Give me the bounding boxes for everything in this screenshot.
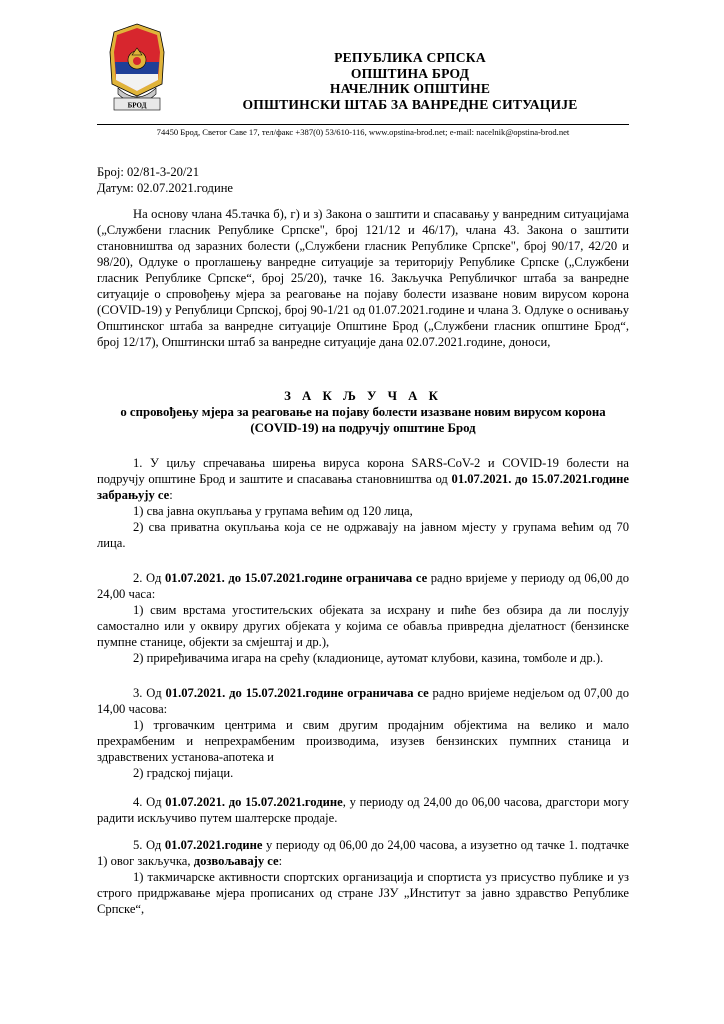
point-4-end: , у периоду од 24,00 до 06,00 часова, драгстори могу радити искључиво путем шалтерске продаје. <box>97 795 629 825</box>
point-1-end: : <box>169 488 173 502</box>
header-municipality: ОПШТИНА БРОД <box>350 65 470 81</box>
reference-number: Број: 02/81-3-20/21 <box>97 165 200 179</box>
title-sub-1: о спровођењу мјера за реаговање на појаву болести изазване новим вирусом корона <box>120 405 606 419</box>
title-sub-2: (COVID-19) на подручју општине Брод <box>250 421 476 435</box>
point-2-end: радно вријеме у периоду од 06,00 до 24,00 часа: <box>97 571 629 601</box>
point-1 <box>97 455 629 551</box>
point-2 <box>97 570 629 666</box>
point-2-item-2: 2) приређивачима игара на срећу (кладионице, аутомат клубови, казина, томболе и др.). <box>133 651 604 665</box>
point-5 <box>97 837 629 917</box>
point-3-item-2: 2) градској пијаци. <box>133 766 234 780</box>
header-republic: РЕПУБЛИКА СРПСКА <box>334 50 486 65</box>
municipality-crest-icon <box>104 22 170 122</box>
point-4-bold: 01.07.2021. до 15.07.2021.године <box>165 795 343 809</box>
point-3-bold: 01.07.2021. до 15.07.2021.године ограничава се <box>165 686 429 700</box>
reference-date: Датум: 02.07.2021.године <box>97 181 234 195</box>
preamble: На основу члана 45.тачка б), г) и з) Закона о заштити и спасавању у ванредним ситуацијама („Службени гласник Републике Српске", број 121/12 и 46/17), члана 43. Закона о заштити становништва од заразних болести („Службени гласник Републике Српске", број 90/17, 42/20 и 98/20), Одлуке о проглашењу ванредне ситуације за територију Републике Српске („Службени гласник Републике Српске“, број 25/20), тачке 16. Закључка Републичког штаба за ванредне ситуације о спровођењу мјера за реаговање на појаву болести изазване новим вирусом корона (COVID-19) у Републици Српској, број 90-1/21 од 01.07.2021.године и члана 3. Одлуке о оснивању Општинског штаба за ванредне ситуације Општине Брод („Службени гласник општине Брод“, број 12/17), Општински штаб за ванредне ситуације дана 02.07.2021.године, доноси, <box>97 207 629 349</box>
header-divider <box>97 124 629 125</box>
point-5-item-1: 1) такмичарске активности спортских организација и спортиста уз присуство публике и уз строго придржавање мјера прописаних од стране ЈЗУ „Институт за јавно здравство Републике Српске“, <box>97 870 629 916</box>
point-3 <box>97 685 629 781</box>
point-5-text: 5. Од <box>133 838 165 852</box>
point-1-bold: 01.07.2021. до 15.07.2021.године забрањују се <box>97 472 629 502</box>
point-5-bold-date: 01.07.2021.године <box>164 838 263 852</box>
point-1-text: 1. У циљу спречавања ширења вируса корона SARS-CoV-2 и COVID-19 болести на подручју општине Брод и заштите и спасавања становништва од <box>97 456 629 486</box>
contact-line: 74450 Брод, Светог Саве 17, тел/факс +387(0) 53/610-116, www.opstina-brod.net; e-mail: nacelnik@opstina-brod.net <box>156 127 570 137</box>
point-2-text: 2. Од <box>133 571 165 585</box>
point-3-item-1: 1) трговачким центрима и свим другим продајним објектима на велико и мало прехрамбеним и непрехрамбеним производима, изузев бензинских пумпних станица и здравствених установа-апотека и <box>97 718 629 764</box>
reference-block <box>97 164 233 196</box>
point-2-bold: 01.07.2021. до 15.07.2021.године ограничава се <box>164 571 428 585</box>
header-staff: ОПШТИНСКИ ШТАБ ЗА ВАНРЕДНЕ СИТУАЦИЈЕ <box>242 96 578 112</box>
point-4-text: 4. Од <box>133 795 166 809</box>
point-5-mid: у периоду од 06,00 до 24,00 часова, а изузетно од тачке 1. подтачке 1) овог закључка, <box>97 838 629 868</box>
point-2-item-1: 1) свим врстама угоститељских објеката за исхрану и пиће без обзира да ли послују самостално или у оквиру других објеката у којима се обавља привредна дјелатност (бензинске пумпне станице, објекти за смјештај и др.), <box>97 603 629 649</box>
point-1-item-2: 2) сва приватна окупљања која се не одржавају на јавном мјесту у групама већим од 70 лица. <box>97 520 629 550</box>
point-3-end: радно вријеме недјељом од 07,00 до 14,00 часова: <box>97 686 630 716</box>
point-5-bold-allowed: дозвољавају се <box>193 854 279 868</box>
crest-label: БРОД <box>127 101 147 110</box>
decision-title <box>97 388 629 436</box>
document-header <box>220 50 600 112</box>
header-mayor: НАЧЕЛНИК ОПШТИНЕ <box>329 81 491 96</box>
title-main: З А К Љ У Ч А К <box>284 389 442 403</box>
point-5-end: : <box>278 854 283 868</box>
point-3-text: 3. Од <box>133 686 166 700</box>
point-1-item-1: 1) сва јавна окупљања у групама већим од 120 лица, <box>133 504 413 518</box>
point-4 <box>97 794 629 826</box>
